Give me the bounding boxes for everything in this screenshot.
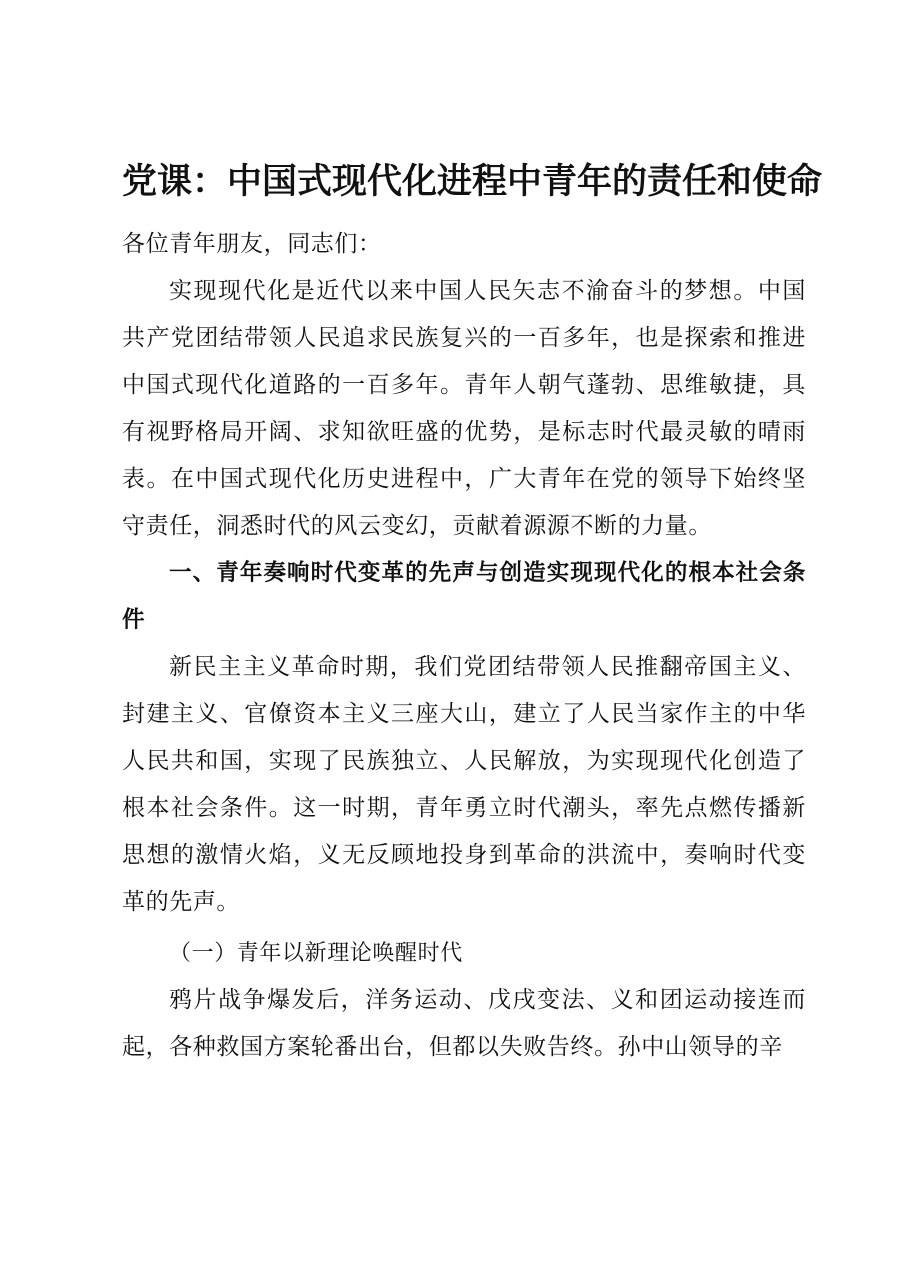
intro-paragraph: 实现现代化是近代以来中国人民矢志不渝奋斗的梦想。中国共产党团结带领人民追求民族复兴的一百多年，也是探索和推进中国式现代化道路的一百多年。青年人朝气蓬勃、思维敏捷，具有视野格局开阔、求知欲旺盛的优势，是标志时代最灵敏的晴雨表。在中国式现代化历史进程中，广大青年在党的领导下始终坚守责任，洞悉时代的风云变幻，贡献着源源不断的力量。 <box>122 278 806 539</box>
subsection-heading-1: （一）青年以新理论唤醒时代 <box>169 941 463 966</box>
section-1-paragraph: 新民主主义革命时期，我们党团结带领人民推翻帝国主义、封建主义、官僚资本主义三座大山，建立了人民当家作主的中华人民共和国，实现了民族独立、人民解放，为实现现代化创造了根本社会条件。这一时期，青年勇立时代潮头，率先点燃传播新思想的激情火焰，义无反顾地投身到革命的洪流中，奏响时代变革的先声。 <box>122 654 806 915</box>
document-title: 党课：中国式现代化进程中青年的责任和使命 <box>122 162 823 202</box>
section-heading-1: 一、青年奏响时代变革的先声与创造实现现代化的根本社会条件 <box>122 560 806 633</box>
document-body <box>122 221 806 1071</box>
subsection-1-paragraph: 鸦片战争爆发后，洋务运动、戊戌变法、义和团运动接连而起，各种救国方案轮番出台，但都以失败告终。孙中山领导的辛 <box>122 987 806 1060</box>
salutation: 各位青年朋友，同志们： <box>122 231 382 257</box>
